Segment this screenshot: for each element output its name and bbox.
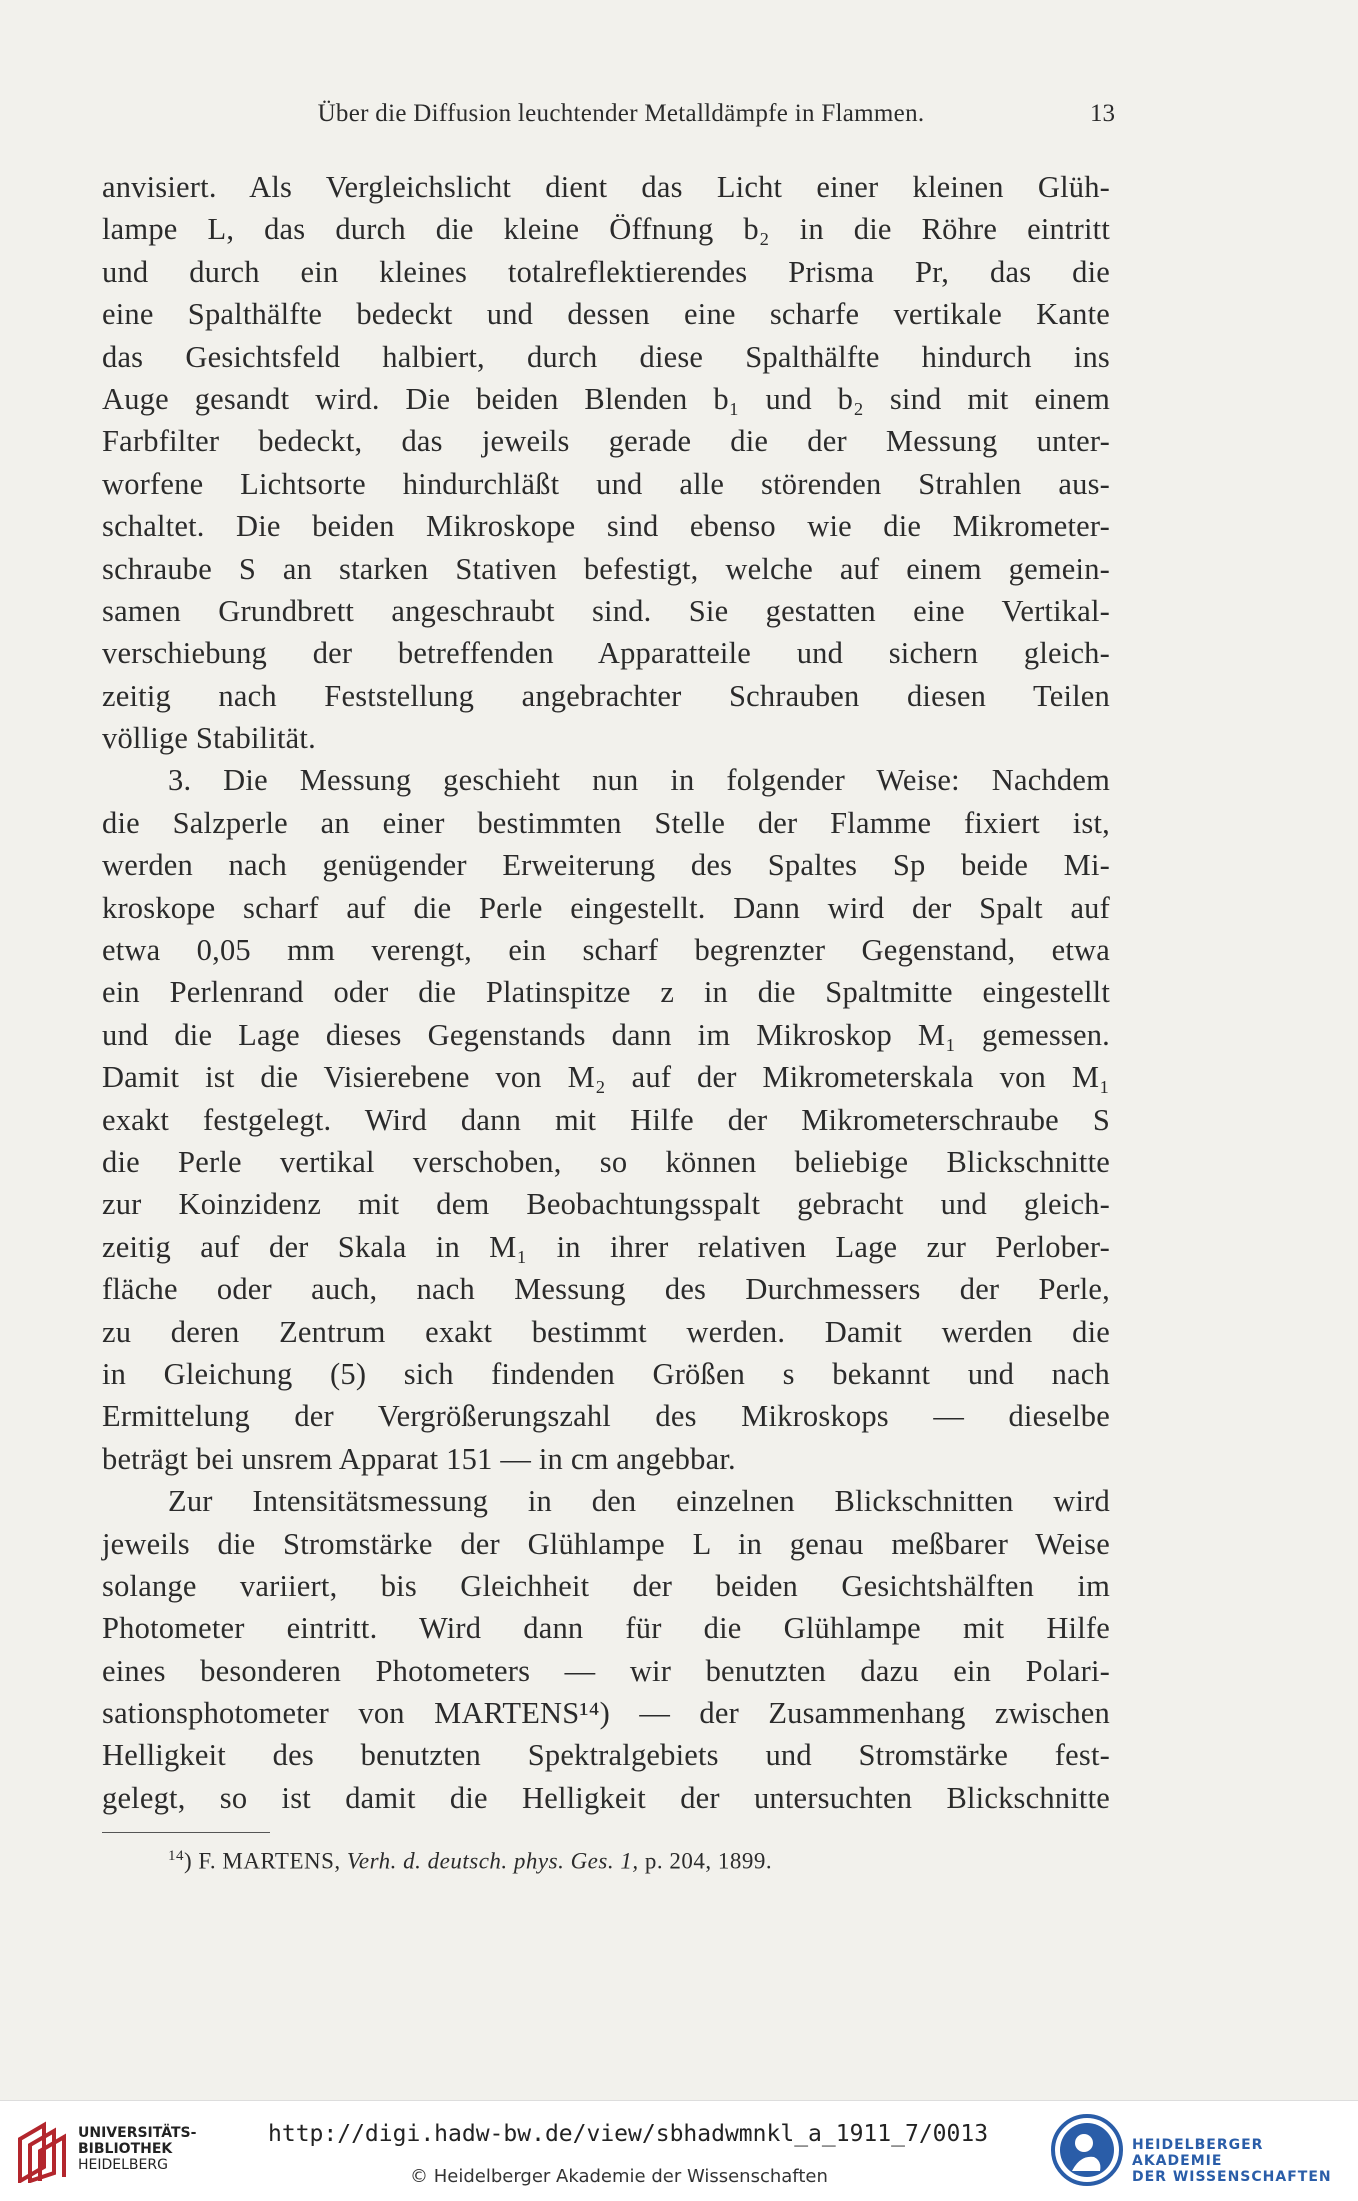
- text-line: gelegt, so ist damit die Helligkeit der untersuchten Blickschnitte: [102, 1780, 1110, 1815]
- running-title: Über die Diffusion leuchtender Metalldämpfe in Flammen.: [317, 100, 925, 127]
- footnote: $^{14}$) F. MARTENS, Verh. d. deutsch. phys. Ges. 1, p. 204, 1899.: [168, 1848, 773, 1874]
- text-line: die Perle vertikal verschoben, so können beliebige Blickschnitte: [102, 1144, 1110, 1179]
- text-line: sationsphotometer von MARTENS¹⁴) — der Zusammenhang zwischen: [102, 1696, 1110, 1731]
- library-line-3: HEIDELBERG: [78, 2157, 168, 2173]
- academy-line-1: HEIDELBERGER AKADEMIE: [1132, 2137, 1264, 2169]
- library-line-1: UNIVERSITÄTS-: [78, 2125, 197, 2141]
- text-line: lampe L, das durch die kleine Öffnung b₂ in die Röhre eintritt: [102, 212, 1110, 247]
- text-line: fläche oder auch, nach Messung des Durchmessers der Perle,: [102, 1272, 1110, 1307]
- text-line: schaltet. Die beiden Mikroskope sind ebenso wie die Mikrometer-: [102, 509, 1110, 544]
- text-line: zu deren Zentrum exakt bestimmt werden. Damit werden die: [102, 1314, 1110, 1349]
- text-line: eines besonderen Photometers — wir benutzten dazu ein Polari-: [102, 1653, 1110, 1688]
- text-line: schraube S an starken Stativen befestigt, welche auf einem gemein-: [102, 551, 1110, 586]
- text-line: zeitig auf der Skala in M₁ in ihrer relativen Lage zur Perlober-: [102, 1229, 1110, 1264]
- library-line-2: BIBLIOTHEK: [78, 2141, 173, 2157]
- text-line: Auge gesandt wird. Die beiden Blenden b₁ und b₂ sind mit einem: [102, 381, 1110, 416]
- text-line: Damit ist die Visierebene von M₂ auf der Mikrometerskala von M₁: [102, 1060, 1110, 1095]
- text-line: und die Lage dieses Gegenstands dann im Mikroskop M₁ gemessen.: [102, 1017, 1110, 1052]
- library-name: [78, 2125, 196, 2173]
- text-line: und durch ein kleines totalreflektierendes Prisma Pr, das die: [102, 254, 1110, 289]
- text-line: zeitig nach Feststellung angebrachter Schrauben diesen Teilen: [102, 678, 1110, 713]
- text-line: die Salzperle an einer bestimmten Stelle der Flamme fixiert ist,: [102, 805, 1110, 840]
- copyright-notice: © Heidelberger Akademie der Wissenschaften: [410, 2166, 828, 2187]
- text-line: werden nach genügender Erweiterung des Spaltes Sp beide Mi-: [102, 848, 1110, 883]
- text-line: anvisiert. Als Vergleichslicht dient das Licht einer kleinen Glüh-: [102, 170, 1110, 204]
- text-line: samen Grundbrett angeschraubt sind. Sie gestatten eine Vertikal-: [102, 593, 1110, 628]
- text-line: verschiebung der betreffenden Apparatteile und sichern gleich-: [102, 636, 1110, 671]
- text-line: Ermittelung der Vergrößerungszahl des Mikroskops — dieselbe: [102, 1399, 1110, 1434]
- text-line: Zur Intensitätsmessung in den einzelnen Blickschnitten wird: [168, 1484, 1110, 1519]
- text-line: kroskope scharf auf die Perle eingestellt. Dann wird der Spalt auf: [102, 890, 1110, 925]
- footnote-rest: p. 204, 1899.: [644, 1848, 773, 1874]
- text-line: jeweils die Stromstärke der Glühlampe L in genau meßbarer Weise: [102, 1526, 1110, 1561]
- text-line: exakt festgelegt. Wird dann mit Hilfe der Mikrometerschraube S: [102, 1102, 1110, 1137]
- text-line: beträgt bei unsrem Apparat 151 — in cm angebbar.: [102, 1441, 736, 1476]
- text-line: das Gesichtsfeld halbiert, durch diese Spalthälfte hindurch ins: [102, 339, 1110, 374]
- academy-name: [1132, 2137, 1358, 2185]
- text-line: Helligkeit des benutzten Spektralgebiets und Stromstärke fest-: [102, 1738, 1110, 1773]
- text-line: zur Koinzidenz mit dem Beobachtungsspalt gebracht und gleich-: [102, 1187, 1110, 1222]
- text-line: etwa 0,05 mm verengt, ein scharf begrenzter Gegenstand, etwa: [102, 933, 1110, 968]
- footnote-divider: [102, 1832, 270, 1833]
- text-line: eine Spalthälfte bedeckt und dessen eine scharfe vertikale Kante: [102, 297, 1110, 332]
- ub-heidelberg-logo-icon[interactable]: [14, 2119, 72, 2183]
- footnote-source: Verh. d. deutsch. phys. Ges. 1,: [346, 1848, 639, 1874]
- text-line: Farbfilter bedeckt, das jeweils gerade die der Messung unter-: [102, 424, 1110, 459]
- text-line: 3. Die Messung geschieht nun in folgender Weise: Nachdem: [168, 763, 1110, 798]
- page-number: 13: [1090, 100, 1115, 127]
- text-line: worfene Lichtsorte hindurchläßt und alle störenden Strahlen aus-: [102, 466, 1110, 501]
- text-line: solange variiert, bis Gleichheit der beiden Gesichtshälften im: [102, 1568, 1110, 1603]
- hadw-seal-icon[interactable]: [1050, 2113, 1124, 2187]
- text-line: in Gleichung (5) sich findenden Größen s bekannt und nach: [102, 1356, 1110, 1391]
- academy-line-2: DER WISSENSCHAFTEN: [1132, 2169, 1332, 2185]
- page-header: [207, 100, 1115, 140]
- text-line: ein Perlenrand oder die Platinspitze z in die Spaltmitte eingestellt: [102, 975, 1110, 1010]
- permalink-url[interactable]: http://digi.hadw-bw.de/view/sbhadwmnkl_a_1911_7/0013: [268, 2121, 989, 2147]
- text-line: Photometer eintritt. Wird dann für die Glühlampe mit Hilfe: [102, 1611, 1110, 1646]
- text-line: völlige Stabilität.: [102, 721, 316, 756]
- body-text: [102, 166, 1110, 1819]
- viewer-footer: [0, 2100, 1358, 2201]
- footnote-author: F. MARTENS,: [198, 1848, 341, 1874]
- footnote-marker: 14: [168, 1848, 184, 1864]
